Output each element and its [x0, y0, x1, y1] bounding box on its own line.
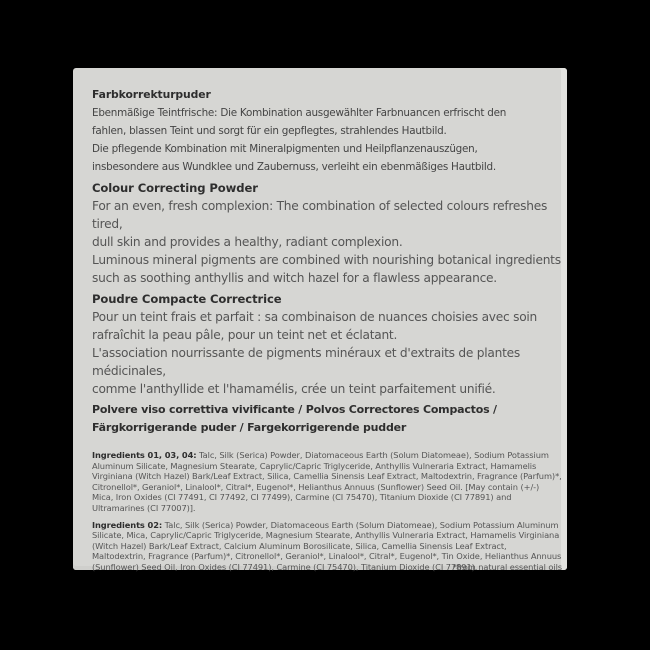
name-line: Polvere viso correttiva vivificante / Polvos Correctores Compactos / — [92, 403, 497, 416]
text-line: fahlen, blassen Teint und sorgt für ein gepflegtes, strahlendes Hautbild. — [92, 125, 447, 137]
ingredients-text: Talc, Silk (Serica) Powder, Diatomaceous Earth (Solum Diatomeae), Sodium Potassium Aluminum Silicate, Mica, Caprylic/Capric Triglyceride, Magnesium Stearate, Anthyllis Vulneraria Extract, Hamamelis Virginiana (Witch Hazel) Bark/Leaf Extract, Calcium Aluminum Borosilicate, Silica, Camellia Sinensis Leaf Extract, Maltodextrin, Fragrance (Parfum)*, Citronellol*, Geraniol*, Linalool*, Citral*, Eugenol*, Tin Oxide, Helianthus Annuus (Sunflower) Seed Oil, Iron Oxides (CI 77491), Carmine (CI 75470), Titanium Dioxide (CI 77891). — [92, 519, 562, 572]
section-english — [92, 179, 562, 287]
text-line: Ebenmäßige Teintfrische: Die Kombination ausgewählter Farbnuancen erfrischt den — [92, 107, 507, 119]
section-title: Farbkorrekturpuder — [92, 88, 211, 101]
text-line: Die pflegende Kombination mit Mineralpigmenten und Heilpflanzenauszügen, — [92, 143, 478, 155]
ingredients-label: Ingredients 01, 03, 04: — [92, 450, 197, 460]
text-line: Pour un teint frais et parfait : sa combinaison de nuances choisies avec soin — [92, 310, 538, 324]
section-title: Poudre Compacte Correctrice — [92, 292, 282, 306]
text-line: such as soothing anthyllis and witch hazel for a flawless appearance. — [92, 271, 497, 285]
name-line: Färgkorrigerande puder / Fargekorrigerende pudder — [92, 420, 407, 434]
text-line: comme l'anthyllide et l'hamamélis, crée un teint parfaitement unifié. — [92, 382, 496, 396]
ingredients-01-03-04 — [92, 450, 562, 514]
text-line: rafraîchit la peau pâle, pour un teint net et éclatant. — [92, 328, 398, 342]
label-text — [92, 86, 562, 578]
ingredients-text: Talc, Silk (Serica) Powder, Diatomaceous Earth (Solum Diatomeae), Sodium Potassium Aluminum Silicate, Magnesium Stearate, Caprylic/Capric Triglyceride, Anthyllis Vulneraria Extract, Hamamelis Virginiana (Witch Hazel) Bark/Leaf Extract, Silica, Camellia Sinensis Leaf Extract, Maltodextrin, Fragrance (Parfum)*, Citronellol*, Geraniol*, Linalool*, Citral*, Eugenol*, Helianthus Annuus (Sunflower) Seed Oil. [May contain (+/-) Mica, Iron Oxides (CI 77491, CI 77492, CI 77499), Carmine (CI 75470), Titanium Dioxide (CI 77891) and Ultramarines (CI 77007)]. — [92, 450, 562, 513]
footnote: *from natural essential oils — [452, 561, 562, 572]
other-language-names — [92, 401, 562, 436]
section-french — [92, 290, 562, 398]
section-german — [92, 86, 562, 176]
text-line: insbesondere aus Wundklee und Zaubernuss, verleiht ein ebenmäßiges Hautbild. — [92, 161, 496, 173]
text-line: dull skin and provides a healthy, radiant complexion. — [92, 235, 403, 249]
text-line: L'association nourrissante de pigments minéraux et d'extraits de plantes médicinales, — [92, 346, 520, 378]
text-line: Luminous mineral pigments are combined with nourishing botanical ingredients — [92, 253, 561, 267]
packaging-back-panel — [73, 68, 567, 570]
ingredients-label: Ingredients 02: — [92, 519, 163, 530]
text-line: For an even, fresh complexion: The combination of selected colours refreshes tired, — [92, 199, 548, 231]
section-title: Colour Correcting Powder — [92, 181, 258, 195]
